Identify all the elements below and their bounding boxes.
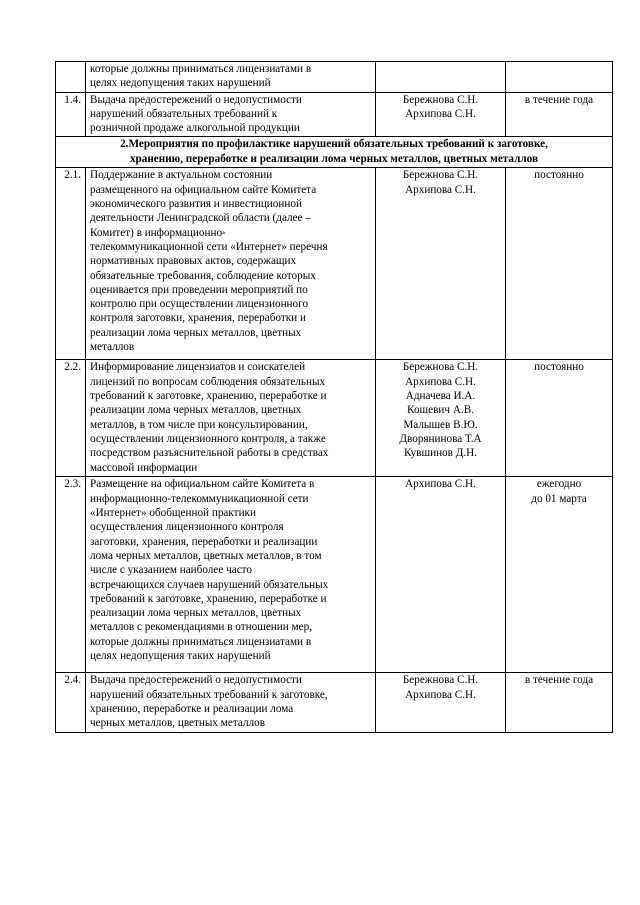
measure-description: Информирование лицензиатов и соискателей лицензий по вопросам соблюдения обязательных требований к заготовке, хранению, переработке и реализации лома черных металлов, цветных металлов, в том числе при консультировании, осуществлении лицензионного контроля, а также посредством разъяснительной работы в средствах массовой информации: [86, 360, 376, 477]
table-row: [56, 62, 613, 93]
section-header-row: [56, 137, 613, 168]
table-row: [56, 360, 613, 477]
row-number: 1.4.: [56, 92, 86, 137]
measure-description: Выдача предостережений о недопустимости нарушений обязательных требований к заготовке, хранению, переработке и реализации лома черных металлов, цветных металлов: [86, 673, 376, 733]
measure-description: Поддержание в актуальном состоянии размещенного на официальном сайте Комитета экономического развития и инвестиционной деятельности Ленинградской области (далее – Комитет) в информационно- телекоммуникационной сети «Интернет» перечня нормативных правовых актов, содержащих обязательные требования, соблюдение которых оценивается при проведении мероприятий по контролю при осуществлении лицензионного контроля заготовки, хранения, переработки и реализации лома черных металлов, цветных металлов: [86, 168, 376, 360]
row-number: 2.1.: [56, 168, 86, 360]
responsible-persons: [376, 62, 506, 93]
responsible-persons: Бережнова С.Н. Архипова С.Н.: [376, 92, 506, 137]
table-row: [56, 92, 613, 137]
row-number: 2.4.: [56, 673, 86, 733]
section-title: 2.Мероприятия по профилактике нарушений обязательных требований к заготовке, хранению, переработке и реализации лома черных металлов, цветных металлов: [56, 137, 613, 168]
measures-table: [55, 61, 613, 733]
measure-description: которые должны приниматься лицензиатами в целях недопущения таких нарушений: [86, 62, 376, 93]
deadline: постоянно: [506, 168, 613, 360]
responsible-persons: Архипова С.Н.: [376, 477, 506, 673]
measure-description: Выдача предостережений о недопустимости нарушений обязательных требований к розничной продаже алкогольной продукции: [86, 92, 376, 137]
row-number: [56, 62, 86, 93]
deadline: в течение года: [506, 92, 613, 137]
measure-description: Размещение на официальном сайте Комитета в информационно-телекоммуникационной сети «Интернет» обобщенной практики осуществления лицензионного контроля заготовки, хранения, переработки и реализации лома черных металлов, цветных металлов, в том числе с указанием наиболее часто встречающихся случаев нарушений обязательных требований к заготовке, хранению, переработке и реализации лома черных металлов, цветных металлов с рекомендациями в отношении мер, которые должны приниматься лицензиатами в целях недопущения таких нарушений: [86, 477, 376, 673]
row-number: 2.2.: [56, 360, 86, 477]
table-row: [56, 477, 613, 673]
deadline: [506, 62, 613, 93]
deadline: в течение года: [506, 673, 613, 733]
table-row: [56, 168, 613, 360]
deadline: постоянно: [506, 360, 613, 477]
table-row: [56, 673, 613, 733]
responsible-persons: Бережнова С.Н. Архипова С.Н. Адначева И.А. Кошевич А.В. Малышев В.Ю. Дворянинова Т.А Кувшинов Д.Н.: [376, 360, 506, 477]
row-number: 2.3.: [56, 477, 86, 673]
responsible-persons: Бережнова С.Н. Архипова С.Н.: [376, 168, 506, 360]
deadline: ежегодно до 01 марта: [506, 477, 613, 673]
responsible-persons: Бережнова С.Н. Архипова С.Н.: [376, 673, 506, 733]
